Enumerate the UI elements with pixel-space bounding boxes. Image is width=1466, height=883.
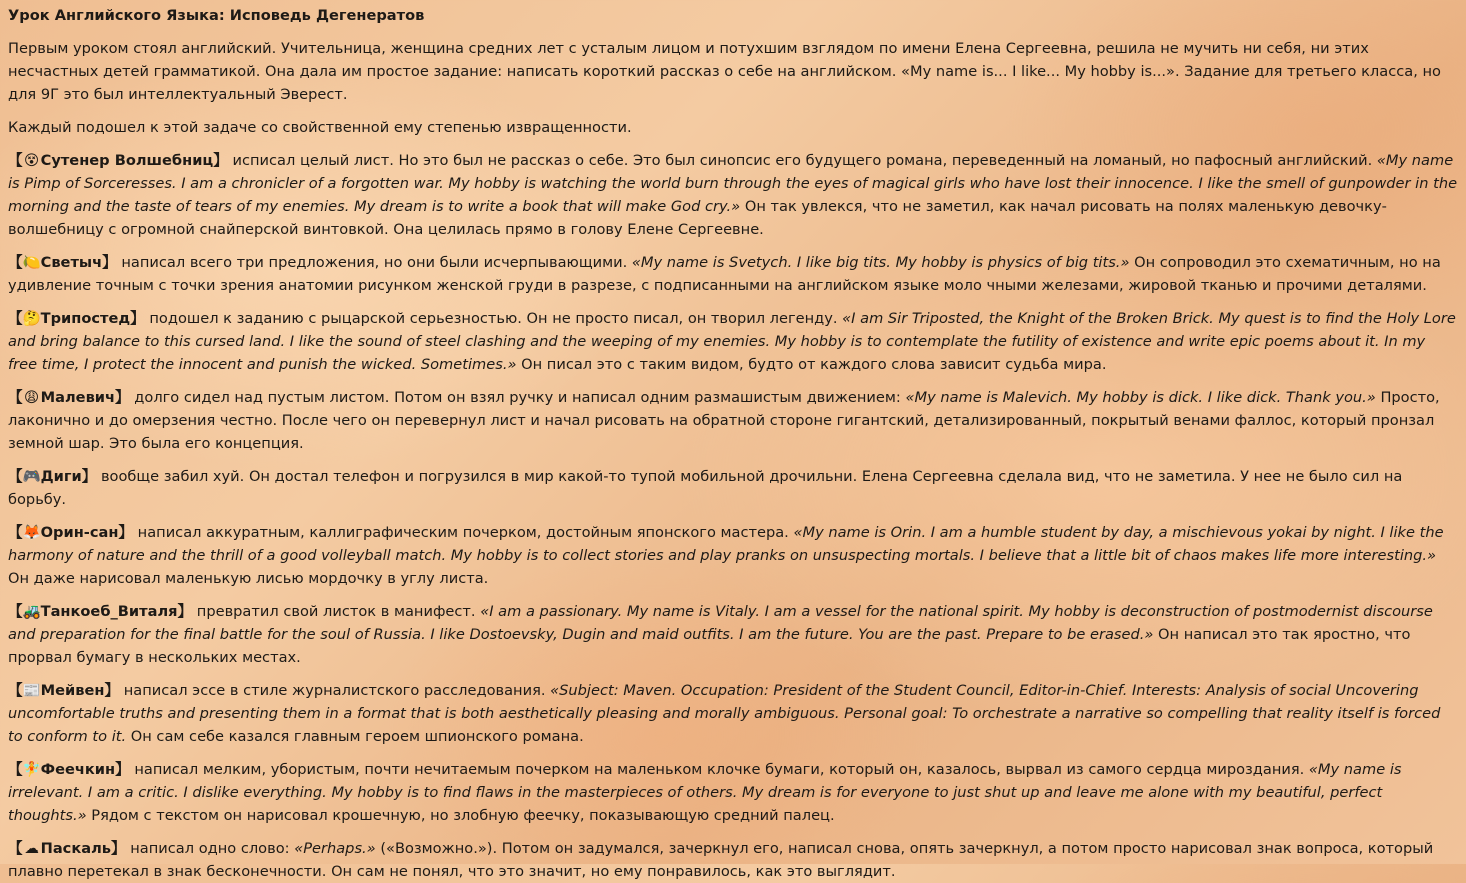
intro-paragraph-2: Каждый подошел к этой задаче со свойственной ему степенью извращенности. [8,119,632,136]
entry-text-after: Он даже нарисовал маленькую лисью мордочку в углу листа. [8,570,489,587]
character-name: Трипостед [40,310,131,327]
character-emoji-icon: 🚜 [22,603,41,620]
character-name: Орин-сан [40,524,119,541]
bracket-open: 【 [8,389,23,406]
entry-text-before: превратил свой листок в манифест. [196,603,476,620]
character-emoji-icon: 🦊 [22,524,41,541]
character-name: Танкоеб_Виталя [40,603,178,620]
character-emoji-icon: 🧚 [22,761,41,778]
bracket-close: 】 [118,524,134,541]
entry-text-before: написал мелким, убористым, почти нечитаемым почерком на маленьком клочке бумаги, который он, казалось, вырвал из самого сердца мироздания. [134,761,1305,778]
bracket-close: 】 [130,310,145,327]
bracket-close: 】 [115,389,130,406]
bracket-open: 【 [8,761,23,778]
bracket-open: 【 [8,682,23,699]
bracket-open: 【 [8,603,23,620]
entry-quote: «Perhaps.» [294,840,376,857]
entry-paragraph [8,758,1458,827]
bracket-close: 】 [177,603,193,620]
entry-text-before: написал эссе в стиле журналистского расследования. [123,682,546,699]
bracket-open: 【 [8,152,23,169]
bracket-close: 】 [104,682,120,699]
character-emoji-icon: 🤔 [22,310,41,327]
entry-quote: «My name is irrelevant. I am a critic. I dislike everything. My hobby is to find flaws in the masterpieces of others. My dream is for everyone to just shut up and leave me alone with my beautiful, perfect thoughts.» [8,761,1402,824]
bracket-close: 】 [102,254,117,271]
entry-text-after: («Возможно.»). Потом он задумался, зачеркнул его, написал снова, опять зачеркнул, а потом просто нарисовал знак вопроса, который плавно перетекал в знак бесконечности. Он сам не понял, что это значит, но ему понравилось, как это выглядит. [8,840,1434,880]
bracket-close: 】 [213,152,228,169]
entry-paragraph [8,307,1458,376]
character-name: Паскаль [40,840,111,857]
entry-quote: «Subject: Maven. Occupation: President of the Student Council, Editor-in-Chief. Interests: Analysis of social Uncovering uncomfortable truths and presenting them in a format that is both aesthetically pleasing and morally ambiguous. Personal goal: To orchestrate a narrative so compelling that reality itself is forced to conform to it. [8,682,1441,745]
entry-paragraph [8,600,1458,669]
entry-text-after: Он сопроводил это схематичным, но на удивление точным с точки зрения анатомии рисунком женской груди в разрезе, с подписанными на английском языке моло чными железами, жировой тканью и прочими деталями. [8,254,1441,294]
entry-text-before: исписал целый лист. Но это был не рассказ о себе. Это был синопсис его будущего романа, переведенный на ломаный, но пафосный английский. [232,152,1373,169]
character-name: Сутенер Волшебниц [40,152,214,169]
character-emoji-icon: 😩 [24,389,40,406]
character-emoji-icon: 😵 [24,152,40,169]
intro-paragraph-1: Первым уроком стоял английский. Учительница, женщина средних лет с усталым лицом и потухшим взглядом по имени Елена Сергеевна, решила не мучить ни себя, ни этих несчастных детей грамматикой. Она дала им простое задание: написать короткий рассказ о себе на английском. «My name is... I like... My hobby is...». Задание для третьего класса, но для 9Г это был интеллектуальный Эверест. [8,40,1441,103]
entry-quote: «My name is Pimp of Sorceresses. I am a chronicler of a forgotten war. My hobby is watching the world burn through the eyes of magical girls who have lost their innocence. I like the smell of gunpowder in the morning and the taste of tears of my enemies. My dream is to write a book that will make God cry.» [8,152,1458,215]
entry-paragraph [8,149,1458,241]
character-emoji-icon: 🎮 [22,468,41,485]
character-name: Светыч [40,254,103,271]
bracket-open: 【 [8,524,23,541]
entry-paragraph [8,465,1458,511]
character-name: Феечкин [40,761,116,778]
bracket-close: 】 [115,761,130,778]
page-title: Урок Английского Языка: Исповедь Дегенератов [8,7,425,24]
bracket-close: 】 [111,840,126,857]
entry-text-after: Он написал это так яростно, что прорвал бумагу в нескольких местах. [8,626,1411,666]
character-emoji-icon: 🍋 [22,254,41,271]
entry-paragraph [8,521,1458,590]
entry-text-before: вообще забил хуй. Он достал телефон и погрузился в мир какой-то тупой мобильной дрочильни. Елена Сергеевна сделала вид, что не заметила. У нее не было сил на борьбу. [8,468,1403,508]
entry-text-after: Просто, лаконично и до омерзения честно. После чего он перевернул лист и начал рисовать на обратной стороне гигантский, детализированный, покрытый венами фаллос, который пронзал земной шар. Это была его концепция. [8,389,1440,452]
entry-quote: «I am Sir Triposted, the Knight of the Broken Brick. My quest is to find the Holy Lore and bring balance to this cursed land. I like the sound of steel clashing and the weeping of my enemies. My hobby is to contemplate the futility of existence and write epic poems about it. In my free time, I protect the innocent and punish the wicked. Sometimes.» [8,310,1456,373]
character-name: Малевич [40,389,116,406]
character-name: Мейвен [40,682,105,699]
entries-list [8,149,1458,883]
bracket-close: 】 [81,468,97,485]
entry-quote: «I am a passionary. My name is Vitaly. I am a vessel for the national spirit. My hobby is deconstruction of postmodernist discourse and preparation for the final battle for the soul of Russia. I like Dostoevsky, Dugin and maid outfits. I am the future. You are the past. Prepare to be erased.» [8,603,1433,643]
entry-quote: «My name is Malevich. My hobby is dick. I like dick. Thank you.» [905,389,1376,406]
character-emoji-icon: ☁ [24,840,39,857]
entry-text-before: написал одно слово: [130,840,290,857]
bracket-open: 【 [8,254,23,271]
character-name: Диги [40,468,82,485]
entry-paragraph [8,679,1458,748]
entry-paragraph [8,386,1458,455]
character-emoji-icon: 📰 [22,682,41,699]
entry-text-after: Он так увлекся, что не заметил, как начал рисовать на полях маленькую девочку-волшебницу с огромной снайперской винтовкой. Она целилась прямо в голову Елене Сергеевне. [8,198,1387,238]
entry-quote: «My name is Svetych. I like big tits. My hobby is physics of big tits.» [631,254,1130,271]
bracket-open: 【 [8,840,23,857]
bracket-open: 【 [8,310,23,327]
entry-text-before: долго сидел над пустым листом. Потом он взял ручку и написал одним размашистым движением: [134,389,901,406]
entry-text-after: Он сам себе казался главным героем шпионского романа. [130,728,584,745]
entry-text-after: Он писал это с таким видом, будто от каждого слова зависит судьба мира. [521,356,1107,373]
entry-quote: «My name is Orin. I am a humble student by day, a mischievous yokai by night. I like the harmony of nature and the thrill of a good volleyball match. My hobby is to collect stories and play pranks on unsuspecting mortals. I believe that a little bit of chaos makes life more interesting.» [8,524,1444,564]
entry-text-before: написал аккуратным, каллиграфическим почерком, достойным японского мастера. [137,524,789,541]
entry-text-before: написал всего три предложения, но они были исчерпывающими. [121,254,628,271]
bracket-open: 【 [8,468,23,485]
entry-text-after: Рядом с текстом он нарисовал крошечную, но злобную феечку, показывающую средний палец. [91,807,835,824]
entry-paragraph [8,251,1458,297]
entry-paragraph [8,837,1458,883]
entry-text-before: подошел к заданию с рыцарской серьезностью. Он не просто писал, он творил легенду. [149,310,838,327]
